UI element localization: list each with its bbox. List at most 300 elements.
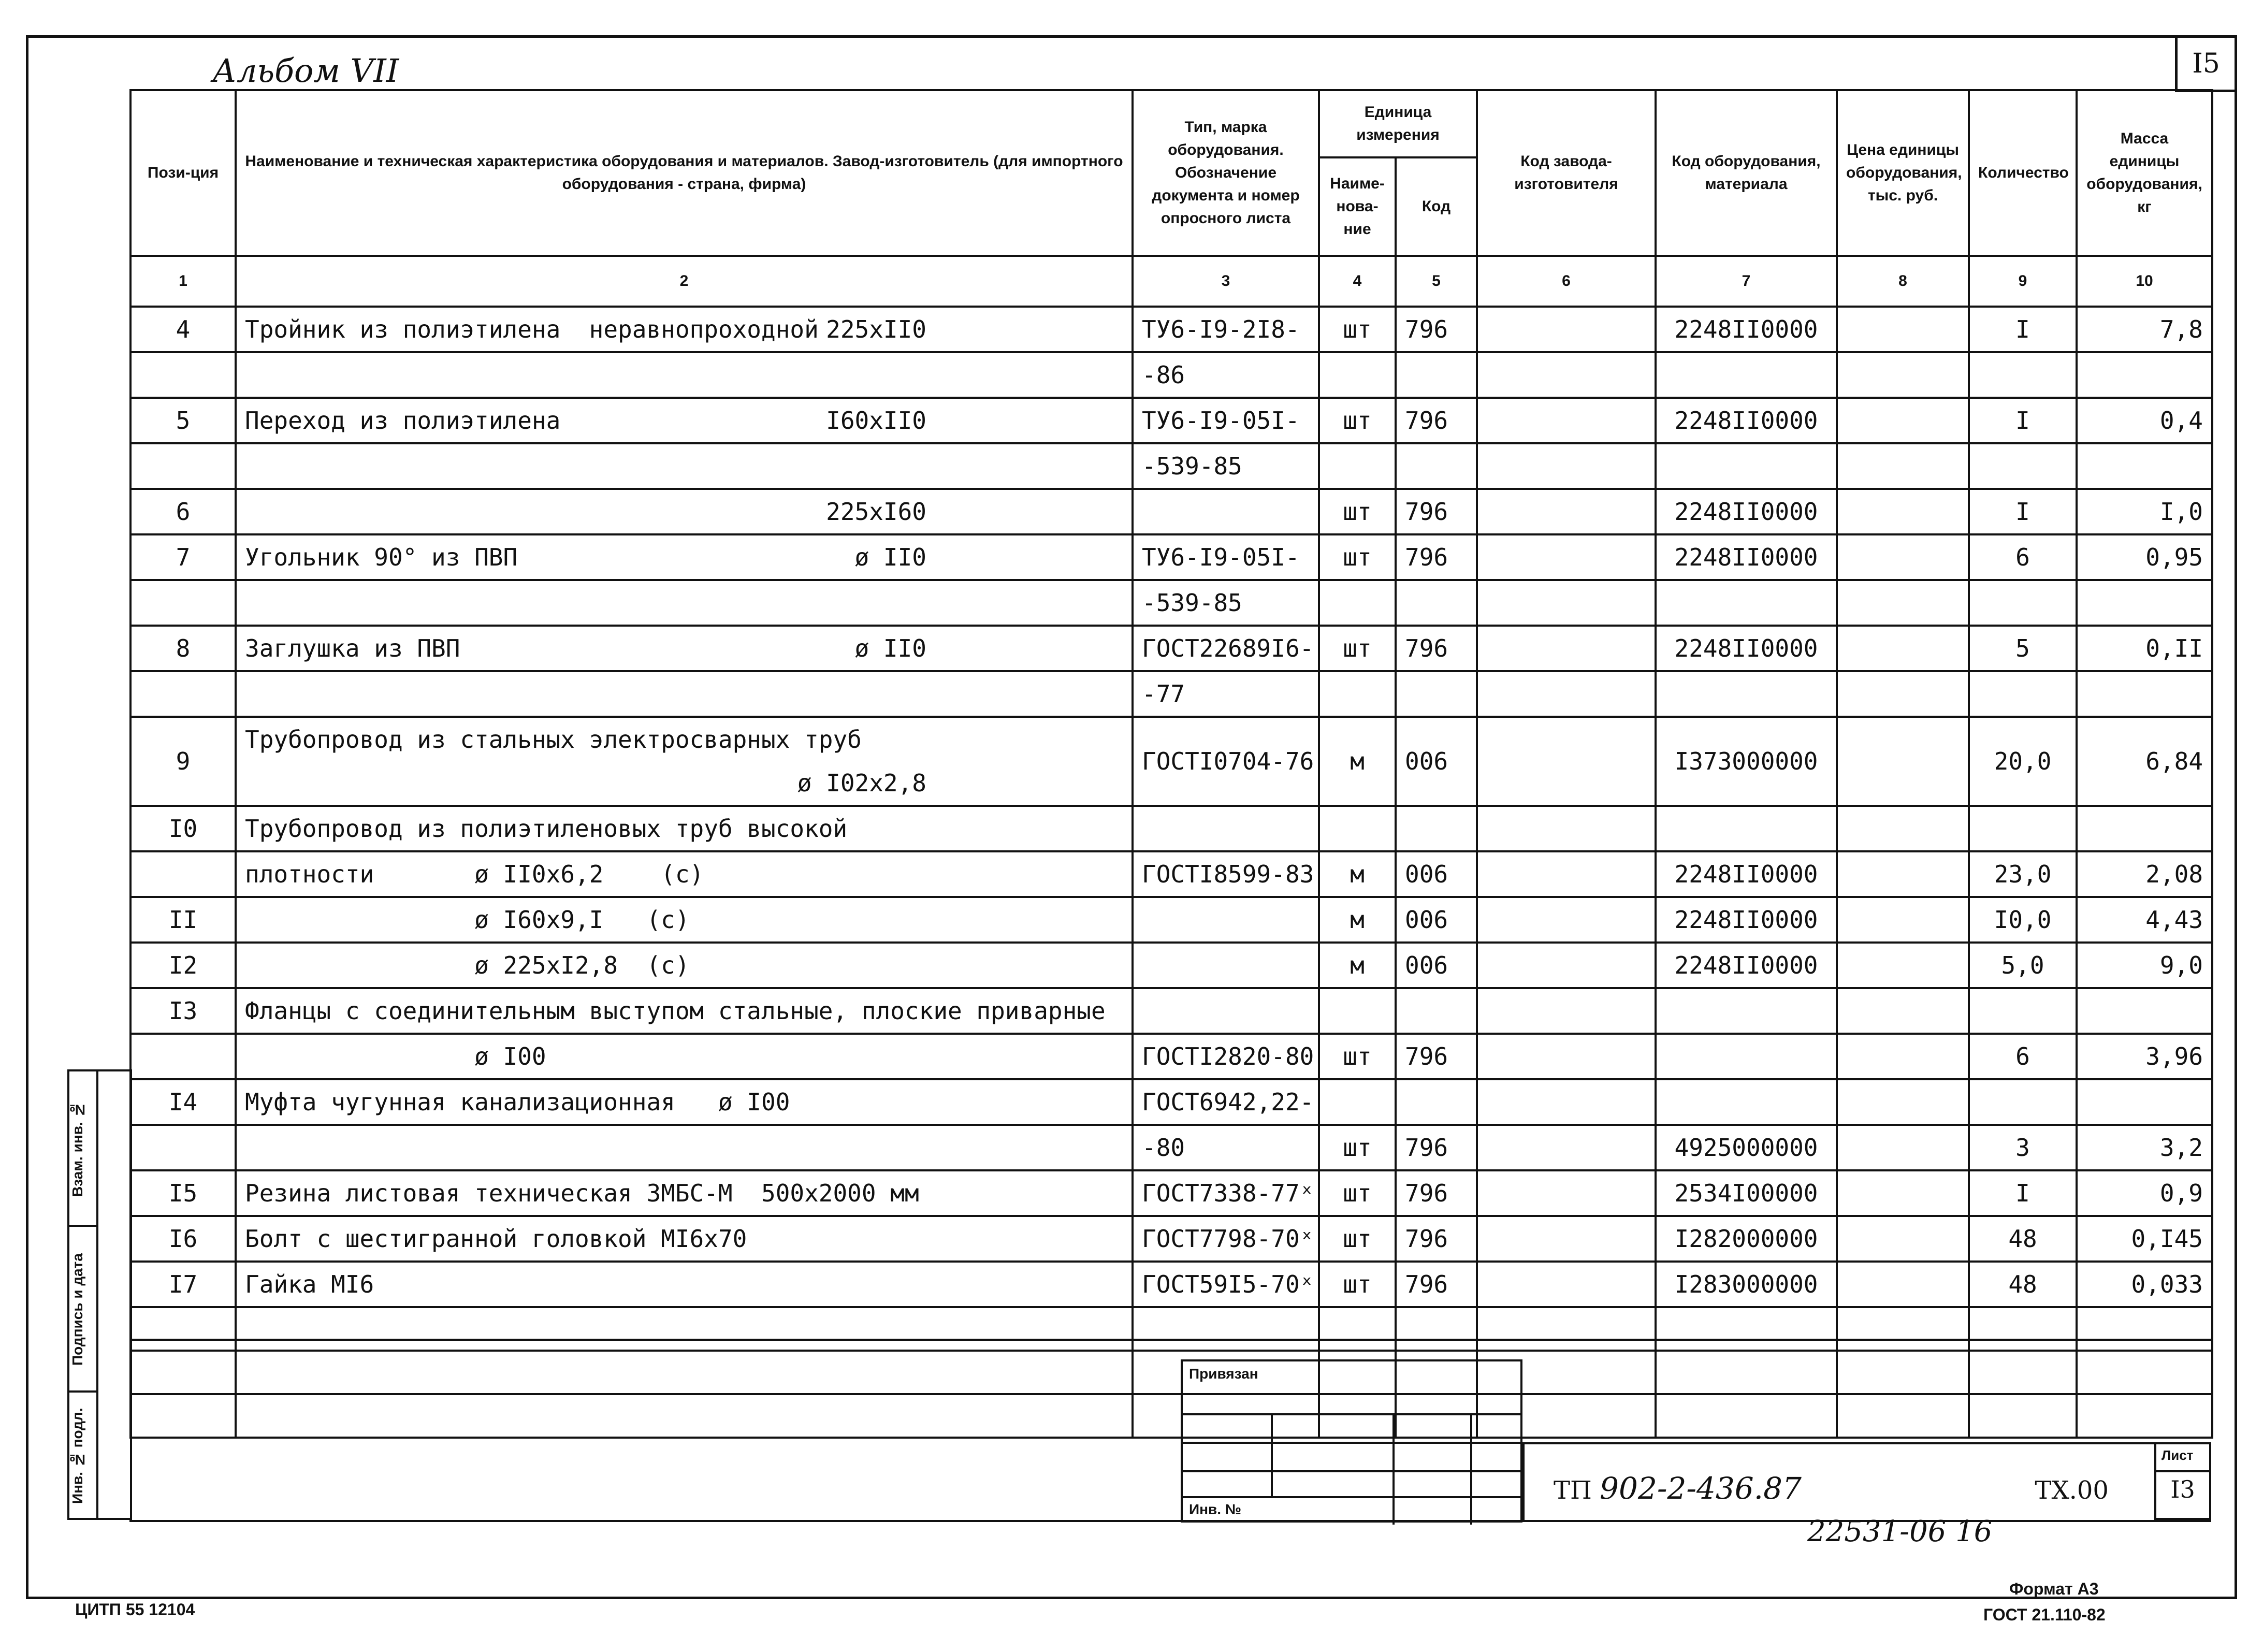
cell-price <box>1837 1307 1969 1351</box>
cell-price <box>1837 1034 1969 1079</box>
list-label: Лист <box>2162 1447 2194 1463</box>
cell-name <box>236 1079 1133 1125</box>
title-block-privyazan <box>1181 1359 1522 1523</box>
header-mass: Масса единицы оборудования, кг <box>2077 90 2212 256</box>
cell-plant <box>1477 1307 1656 1351</box>
cell-pos: I2 <box>130 943 236 988</box>
cell-ucode: 796 <box>1396 1216 1477 1262</box>
cell-name <box>236 443 1133 489</box>
cell-type: -80 <box>1133 1125 1319 1170</box>
side-label-vzam: Взам. инв. № <box>69 1102 85 1197</box>
handwritten-number: 22531-06 16 <box>1807 1515 1993 1548</box>
cell-price <box>1837 307 1969 352</box>
inv-no-label: Инв. № <box>1189 1501 1242 1517</box>
column-number-10: 10 <box>2077 256 2212 307</box>
cell-ucode <box>1396 352 1477 398</box>
gost-label: ГОСТ 21.110-82 <box>1983 1605 2106 1624</box>
cell-ucode <box>1396 671 1477 717</box>
column-number-row <box>130 256 2212 307</box>
cell-qty: 5 <box>1969 626 2077 671</box>
cell-type <box>1133 897 1319 943</box>
item-size: ø II0 <box>854 543 926 571</box>
cell-unit <box>1319 671 1396 717</box>
column-number-1: 1 <box>130 256 236 307</box>
table-row <box>130 352 2212 398</box>
cell-mass: 0,033 <box>2077 1262 2212 1307</box>
table-row <box>130 1394 2212 1438</box>
cell-qty: 20,0 <box>1969 717 2077 806</box>
cell-qty <box>1969 443 2077 489</box>
header-name: Наименование и техническая характеристика оборудования и материалов. Завод-изготовитель (для импортного оборудования - страна, фирма) <box>236 90 1133 256</box>
cell-name <box>236 352 1133 398</box>
cell-plant <box>1477 943 1656 988</box>
cell-price <box>1837 897 1969 943</box>
cell-unit <box>1319 988 1396 1034</box>
cell-qty <box>1969 1079 2077 1125</box>
cell-name <box>236 717 1133 806</box>
cell-ucode: 006 <box>1396 897 1477 943</box>
cell-mass: 0,9 <box>2077 1170 2212 1216</box>
item-name: Заглушка из ПВП <box>245 634 460 662</box>
item-name: Фланцы с соединительным выступом стальные, плоские приварные <box>245 997 1106 1025</box>
item-size: ø II0 <box>854 634 926 662</box>
cell-price <box>1837 1262 1969 1307</box>
cell-qty <box>1969 806 2077 851</box>
item-name: Болт с шестигранной головкой MI6x70 <box>245 1225 747 1253</box>
cell-price <box>1837 717 1969 806</box>
cell-code: 2248II0000 <box>1656 943 1837 988</box>
cell-name <box>236 1307 1133 1351</box>
cell-pos <box>130 1125 236 1170</box>
table-row <box>130 943 2212 988</box>
cell-unit <box>1319 443 1396 489</box>
cell-code: 2248II0000 <box>1656 897 1837 943</box>
cell-unit: м <box>1319 851 1396 897</box>
cell-code <box>1656 443 1837 489</box>
cell-pos <box>130 851 236 897</box>
cell-plant <box>1477 897 1656 943</box>
table-row <box>130 1125 2212 1170</box>
cell-pos <box>130 352 236 398</box>
cell-type: ГОСТI8599-83 <box>1133 851 1319 897</box>
cell-plant <box>1477 580 1656 626</box>
cell-type <box>1133 806 1319 851</box>
item-name: Резина листовая техническая 3МБС-М 500x2000 мм <box>245 1179 919 1207</box>
cell-type: ГОСТI2820-80 <box>1133 1034 1319 1079</box>
cell-name <box>236 489 1133 534</box>
cell-pos: II <box>130 897 236 943</box>
cell-plant <box>1477 717 1656 806</box>
cell-pos <box>130 1034 236 1079</box>
doc-prefix: ТП <box>1554 1476 1592 1505</box>
cell-pos: I3 <box>130 988 236 1034</box>
cell-price <box>1837 943 1969 988</box>
cell-unit: шт <box>1319 1125 1396 1170</box>
sheet-corner-number: I5 <box>2175 35 2237 92</box>
cell-price <box>1837 806 1969 851</box>
cell-name <box>236 1394 1133 1438</box>
format-label: Формат А3 <box>2009 1579 2099 1598</box>
cell-mass <box>2077 443 2212 489</box>
cell-plant <box>1477 1262 1656 1307</box>
cell-price <box>1837 851 1969 897</box>
cell-code: 2248II0000 <box>1656 534 1837 580</box>
header-unit-group: Единица измерения <box>1319 90 1477 157</box>
cell-price <box>1837 534 1969 580</box>
cell-type: ТУ6-I9-2I8- <box>1133 307 1319 352</box>
cell-price <box>1837 398 1969 443</box>
cell-plant <box>1477 671 1656 717</box>
cell-mass: 3,2 <box>2077 1125 2212 1170</box>
cell-plant <box>1477 534 1656 580</box>
cell-name <box>236 1262 1133 1307</box>
cell-plant <box>1477 398 1656 443</box>
cell-type: ГОСТ7338-77ˣ <box>1133 1170 1319 1216</box>
cell-code <box>1656 1307 1837 1351</box>
cell-ucode: 796 <box>1396 398 1477 443</box>
cell-plant <box>1477 443 1656 489</box>
cell-code <box>1656 671 1837 717</box>
cell-qty: I <box>1969 398 2077 443</box>
stamp-top-line <box>1522 1442 2211 1444</box>
column-number-8: 8 <box>1837 256 1969 307</box>
cell-plant <box>1477 806 1656 851</box>
cell-name <box>236 398 1133 443</box>
cell-code <box>1656 1351 1837 1394</box>
side-approval-strip <box>67 1069 132 1520</box>
cell-name <box>236 806 1133 851</box>
cell-type: ГОСТ22689I6- <box>1133 626 1319 671</box>
item-size: I60xII0 <box>826 407 926 434</box>
cell-ucode: 796 <box>1396 307 1477 352</box>
cell-plant <box>1477 352 1656 398</box>
item-name: Трубопровод из стальных электросварных труб <box>245 726 862 753</box>
cell-code: 2248II0000 <box>1656 398 1837 443</box>
table-row <box>130 851 2212 897</box>
header-equipment-code: Код оборудования, материала <box>1656 90 1837 256</box>
cell-pos: 4 <box>130 307 236 352</box>
cell-mass: 0,95 <box>2077 534 2212 580</box>
table-row <box>130 398 2212 443</box>
cell-code: 2248II0000 <box>1656 489 1837 534</box>
table-row <box>130 1034 2212 1079</box>
cell-pos <box>130 1307 236 1351</box>
column-number-5: 5 <box>1396 256 1477 307</box>
item-name: Муфта чугунная канализационная ø I00 <box>245 1088 790 1116</box>
cell-price <box>1837 443 1969 489</box>
item-name: ø 225xI2,8 (с) <box>245 951 690 979</box>
cell-price <box>1837 1394 1969 1438</box>
stamp-left-line <box>1522 1442 1525 1520</box>
item-name: ø I60x9,I (с) <box>245 906 690 934</box>
cell-code <box>1656 988 1837 1034</box>
cell-type: ГОСТ6942,22- <box>1133 1079 1319 1125</box>
cell-plant <box>1477 1216 1656 1262</box>
header-position: Пози-ция <box>130 90 236 256</box>
cell-code <box>1656 1079 1837 1125</box>
cell-plant <box>1477 1034 1656 1079</box>
cell-mass: 0,I45 <box>2077 1216 2212 1262</box>
item-name: ø I00 <box>245 1042 546 1070</box>
cell-name <box>236 1351 1133 1394</box>
cell-pos: 9 <box>130 717 236 806</box>
column-number-6: 6 <box>1477 256 1656 307</box>
cell-code: 2248II0000 <box>1656 307 1837 352</box>
cell-pos: 6 <box>130 489 236 534</box>
cell-type: -539-85 <box>1133 580 1319 626</box>
cell-code: 2248II0000 <box>1656 626 1837 671</box>
cell-price <box>1837 580 1969 626</box>
cell-ucode: 006 <box>1396 851 1477 897</box>
specification-table <box>129 89 2213 1439</box>
cell-ucode <box>1396 806 1477 851</box>
cell-plant <box>1477 1125 1656 1170</box>
list-value: I3 <box>2170 1475 2195 1503</box>
table-body <box>130 307 2212 1438</box>
item-name: Трубопровод из полиэтиленовых труб высокой <box>245 815 848 843</box>
cell-qty: 6 <box>1969 534 2077 580</box>
table-bottom-line <box>129 1339 2211 1341</box>
cell-qty: 6 <box>1969 1034 2077 1079</box>
cell-name <box>236 851 1133 897</box>
cell-mass <box>2077 580 2212 626</box>
cell-plant <box>1477 988 1656 1034</box>
cell-qty: 48 <box>1969 1216 2077 1262</box>
cell-name <box>236 988 1133 1034</box>
table-row <box>130 1170 2212 1216</box>
table-row <box>130 626 2212 671</box>
cell-pos <box>130 1394 236 1438</box>
item-name: Переход из полиэтилена <box>245 407 561 434</box>
cell-mass: 0,II <box>2077 626 2212 671</box>
cell-qty: I <box>1969 307 2077 352</box>
cell-unit: м <box>1319 717 1396 806</box>
sheet-list-box <box>2154 1442 2211 1520</box>
header-type: Тип, марка оборудования. Обозначение документа и номер опросного листа <box>1133 90 1319 256</box>
cell-mass <box>2077 988 2212 1034</box>
cell-pos <box>130 443 236 489</box>
table-row <box>130 806 2212 851</box>
cell-name <box>236 671 1133 717</box>
column-number-7: 7 <box>1656 256 1837 307</box>
cell-unit: шт <box>1319 626 1396 671</box>
cell-ucode <box>1396 580 1477 626</box>
cell-ucode: 796 <box>1396 1262 1477 1307</box>
cell-type <box>1133 988 1319 1034</box>
cell-ucode: 796 <box>1396 1170 1477 1216</box>
cell-ucode: 796 <box>1396 1125 1477 1170</box>
cell-pos: I4 <box>130 1079 236 1125</box>
column-number-9: 9 <box>1969 256 2077 307</box>
cell-name <box>236 1125 1133 1170</box>
cell-price <box>1837 671 1969 717</box>
privyazan-label: Привязан <box>1189 1366 1258 1382</box>
album-note: Альбом VII <box>212 52 399 90</box>
cell-unit: шт <box>1319 1170 1396 1216</box>
cell-mass <box>2077 1079 2212 1125</box>
cell-mass <box>2077 1394 2212 1438</box>
document-code <box>1554 1471 2109 1506</box>
cell-price <box>1837 988 1969 1034</box>
cell-type: ГОСТI0704-76 <box>1133 717 1319 806</box>
cell-type <box>1133 943 1319 988</box>
citp-code: ЦИТП 55 12104 <box>75 1600 195 1619</box>
cell-mass: 7,8 <box>2077 307 2212 352</box>
cell-unit <box>1319 580 1396 626</box>
cell-plant <box>1477 1170 1656 1216</box>
cell-pos: I7 <box>130 1262 236 1307</box>
cell-price <box>1837 1170 1969 1216</box>
cell-mass: I,0 <box>2077 489 2212 534</box>
cell-pos <box>130 671 236 717</box>
cell-mass <box>2077 806 2212 851</box>
cell-unit: шт <box>1319 1216 1396 1262</box>
cell-plant <box>1477 307 1656 352</box>
item-name: Гайка MI6 <box>245 1270 374 1298</box>
cell-pos <box>130 580 236 626</box>
cell-ucode <box>1396 1307 1477 1351</box>
cell-name <box>236 580 1133 626</box>
item-size: 225xI60 <box>826 498 926 526</box>
cell-code: 2248II0000 <box>1656 851 1837 897</box>
cell-type: ТУ6-I9-05I- <box>1133 398 1319 443</box>
cell-code: I283000000 <box>1656 1262 1837 1307</box>
cell-mass: 9,0 <box>2077 943 2212 988</box>
table-row <box>130 1079 2212 1125</box>
cell-name <box>236 307 1133 352</box>
cell-ucode <box>1396 988 1477 1034</box>
table-row <box>130 1307 2212 1351</box>
cell-unit: шт <box>1319 307 1396 352</box>
cell-name <box>236 626 1133 671</box>
table-row <box>130 671 2212 717</box>
cell-price <box>1837 1079 1969 1125</box>
cell-qty <box>1969 1307 2077 1351</box>
cell-pos: I5 <box>130 1170 236 1216</box>
table-row <box>130 1351 2212 1394</box>
cell-price <box>1837 352 1969 398</box>
cell-mass <box>2077 352 2212 398</box>
column-number-4: 4 <box>1319 256 1396 307</box>
cell-unit: шт <box>1319 1262 1396 1307</box>
cell-unit: шт <box>1319 489 1396 534</box>
cell-pos: 7 <box>130 534 236 580</box>
side-label-inv: Инв. № подл. <box>69 1408 85 1504</box>
cell-pos <box>130 1351 236 1394</box>
cell-ucode <box>1396 443 1477 489</box>
table-row <box>130 443 2212 489</box>
cell-price <box>1837 1351 1969 1394</box>
cell-qty: I <box>1969 1170 2077 1216</box>
column-number-3: 3 <box>1133 256 1319 307</box>
header-plant-code: Код завода-изготовителя <box>1477 90 1656 256</box>
cell-pos: 5 <box>130 398 236 443</box>
cell-unit: шт <box>1319 534 1396 580</box>
cell-ucode: 796 <box>1396 489 1477 534</box>
table-row <box>130 897 2212 943</box>
cell-mass: 2,08 <box>2077 851 2212 897</box>
column-number-2: 2 <box>236 256 1133 307</box>
cell-name <box>236 943 1133 988</box>
cell-pos: I0 <box>130 806 236 851</box>
cell-mass <box>2077 1307 2212 1351</box>
cell-pos: 8 <box>130 626 236 671</box>
cell-plant <box>1477 489 1656 534</box>
cell-price <box>1837 1125 1969 1170</box>
cell-type: ГОСТ59I5-70ˣ <box>1133 1262 1319 1307</box>
cell-qty <box>1969 988 2077 1034</box>
cell-qty: 5,0 <box>1969 943 2077 988</box>
cell-price <box>1837 626 1969 671</box>
item-size: ø I02x2,8 <box>797 769 926 797</box>
cell-mass <box>2077 1351 2212 1394</box>
cell-qty: I0,0 <box>1969 897 2077 943</box>
item-name: Тройник из полиэтилена неравнопроходной <box>245 315 819 343</box>
header-unit-name: Наиме-нова-ние <box>1319 157 1396 256</box>
cell-qty: I <box>1969 489 2077 534</box>
cell-qty <box>1969 1394 2077 1438</box>
cell-unit <box>1319 352 1396 398</box>
cell-ucode <box>1396 1079 1477 1125</box>
cell-type: -539-85 <box>1133 443 1319 489</box>
cell-type <box>1133 1307 1319 1351</box>
cell-name <box>236 1216 1133 1262</box>
cell-unit <box>1319 1079 1396 1125</box>
item-size: 225xII0 <box>826 315 926 343</box>
cell-code <box>1656 1034 1837 1079</box>
cell-unit: м <box>1319 897 1396 943</box>
cell-unit <box>1319 1307 1396 1351</box>
table-row <box>130 307 2212 352</box>
table-row <box>130 489 2212 534</box>
cell-ucode: 796 <box>1396 1034 1477 1079</box>
cell-code: 4925000000 <box>1656 1125 1837 1170</box>
cell-mass: 0,4 <box>2077 398 2212 443</box>
cell-price <box>1837 489 1969 534</box>
cell-qty: 48 <box>1969 1262 2077 1307</box>
cell-code: I282000000 <box>1656 1216 1837 1262</box>
cell-qty <box>1969 671 2077 717</box>
item-name: Угольник 90° из ПВП <box>245 543 518 571</box>
cell-type: ТУ6-I9-05I- <box>1133 534 1319 580</box>
cell-type: -77 <box>1133 671 1319 717</box>
doc-suffix: ТХ.00 <box>2035 1476 2109 1505</box>
cell-pos: I6 <box>130 1216 236 1262</box>
cell-qty <box>1969 1351 2077 1394</box>
header-unit-code: Код <box>1396 157 1477 256</box>
cell-plant <box>1477 626 1656 671</box>
table-row <box>130 580 2212 626</box>
table-row <box>130 988 2212 1034</box>
header-price: Цена единицы оборудования, тыс. руб. <box>1837 90 1969 256</box>
cell-code: I373000000 <box>1656 717 1837 806</box>
cell-qty: 3 <box>1969 1125 2077 1170</box>
cell-type: -86 <box>1133 352 1319 398</box>
table-row <box>130 717 2212 806</box>
cell-qty: 23,0 <box>1969 851 2077 897</box>
cell-code <box>1656 1394 1837 1438</box>
table-row <box>130 534 2212 580</box>
cell-name <box>236 897 1133 943</box>
cell-ucode: 796 <box>1396 534 1477 580</box>
cell-type: ГОСТ7798-70ˣ <box>1133 1216 1319 1262</box>
cell-mass: 3,96 <box>2077 1034 2212 1079</box>
doc-number: 902-2-436.87 <box>1600 1471 1802 1506</box>
cell-type <box>1133 489 1319 534</box>
cell-mass: 6,84 <box>2077 717 2212 806</box>
cell-unit: шт <box>1319 398 1396 443</box>
cell-plant <box>1477 851 1656 897</box>
